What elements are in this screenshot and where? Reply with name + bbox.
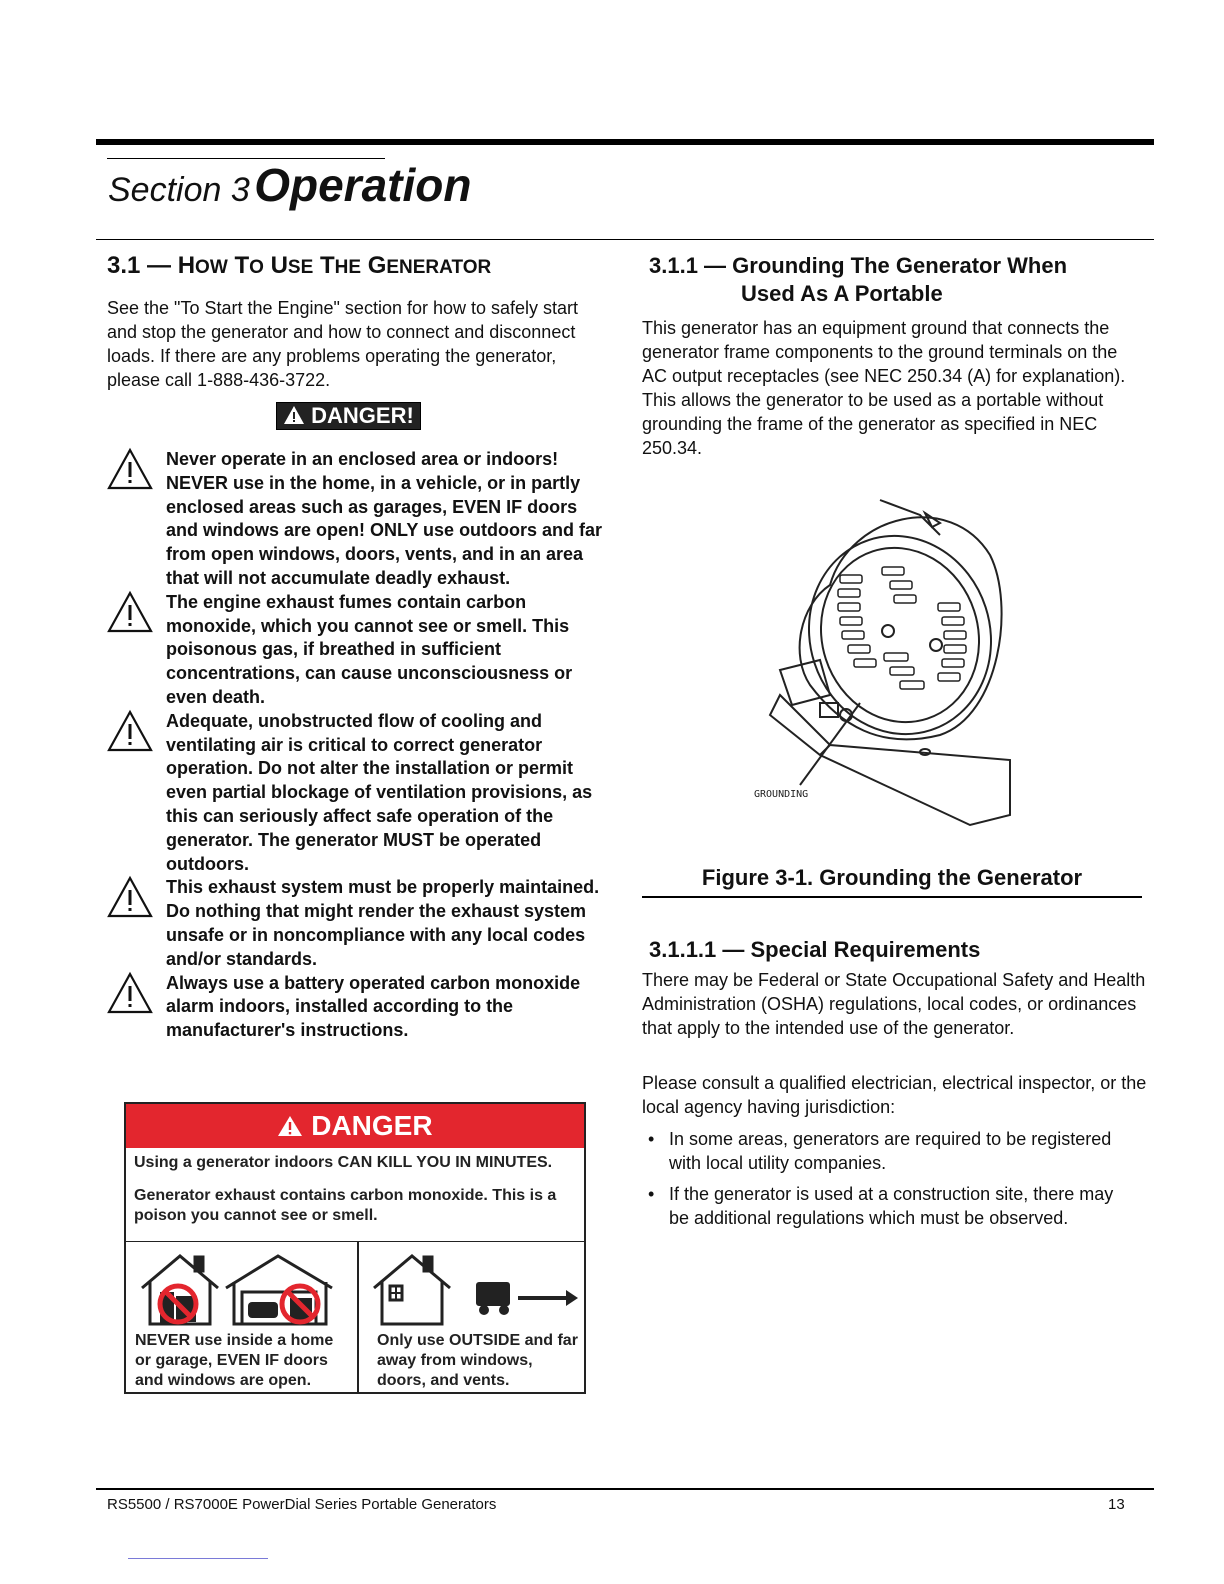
heading-3-1-1-1-text: 3.1.1.1 — Special Requirements: [649, 937, 981, 962]
warning-list: [107, 448, 612, 1043]
danger-caption-right: Only use OUTSIDE and far away from windows, doors, and vents.: [377, 1332, 578, 1389]
heading-3-1-1: [649, 252, 1149, 308]
word-rest: OW: [195, 257, 228, 278]
warning-triangle-icon: [277, 1110, 303, 1141]
warning-item: [107, 876, 612, 971]
word-rest: ENERATOR: [386, 257, 492, 278]
warning-triangle-icon: [107, 972, 153, 1021]
intro-paragraph: See the "To Start the Engine" section for how to safely start and stop the generator and how to connect and disconnect loads. If there are any problems operating the generator, please call 1-888-436-3722.: [107, 298, 579, 390]
special-req-paragraph-1: There may be Federal or State Occupational Safety and Health Administration (OSHA) regulations, local codes, or ordinances that apply to the intended use of the generator.: [642, 970, 1146, 1038]
heading-word: [368, 252, 492, 279]
danger-label: [124, 1102, 586, 1394]
bullet-item: • In some areas, generators are required to be registered with local utility companies.: [642, 1127, 1122, 1175]
left-column: [107, 252, 612, 392]
heading-word: [271, 252, 314, 279]
bullet-item: • If the generator is used at a construction site, there may be additional regulations which must be observed.: [642, 1182, 1122, 1230]
right-column: [649, 252, 1149, 308]
section-divider: [96, 239, 1154, 240]
heading-word: [178, 252, 228, 279]
grounding-label: GROUNDING: [754, 789, 809, 800]
warning-triangle-icon: [107, 710, 153, 759]
heading-3-1-1-line1: 3.1.1 — Grounding The Generator When: [649, 253, 1068, 278]
outdoor-use-pictogram: [372, 1252, 578, 1328]
warning-item: [107, 710, 612, 877]
warning-item: [107, 448, 612, 591]
footer-title: RS5500 / RS7000E PowerDial Series Portable Generators: [107, 1496, 497, 1513]
section-title: Operation: [254, 159, 472, 211]
warning-text: Always use a battery operated carbon monoxide alarm indoors, installed according to the manufacturer's instructions.: [166, 972, 581, 1041]
word-initial: T: [319, 252, 335, 279]
footer-rule: [96, 1488, 1154, 1490]
warning-triangle-icon: [107, 876, 153, 925]
heading-3-1-1-1: [649, 936, 980, 964]
section-heading: [108, 158, 471, 212]
heading-3-1: [107, 252, 612, 280]
danger-label-header: [126, 1104, 584, 1148]
heading-word: [234, 252, 263, 279]
danger-badge-text: DANGER!: [311, 403, 414, 428]
danger-caption-left: NEVER use inside a home or garage, EVEN IF doors and windows are open.: [135, 1332, 334, 1389]
warning-item: [107, 972, 612, 1043]
heading-3-1-number: 3.1 —: [107, 252, 178, 279]
warning-text: Adequate, unobstructed flow of cooling and ventilating air is critical to correct generator operation. Do not alter the installation or permit even partial blockage of ventilation provisions, as this can seriously affect safe operation of the generator. The generator MUST be operated outdoors.: [166, 710, 593, 874]
warning-triangle-icon: [107, 448, 153, 497]
word-rest: HE: [334, 257, 362, 278]
danger-label-vertical-divider: [357, 1241, 359, 1392]
danger-badge: [276, 402, 421, 430]
warning-item: [107, 591, 612, 710]
word-initial: U: [270, 252, 288, 279]
figure-caption: Figure 3-1. Grounding the Generator: [701, 865, 1083, 890]
figure-caption-rule: [642, 896, 1142, 898]
footer-link-line: [128, 1558, 268, 1559]
danger-label-divider: [126, 1241, 584, 1242]
page-number: 13: [1108, 1496, 1125, 1513]
word-rest: SE: [287, 257, 314, 278]
warning-text: This exhaust system must be properly maintained. Do nothing that might render the exhaust system unsafe or in noncompliance with any local codes and/or standards.: [166, 877, 600, 969]
word-initial: H: [177, 252, 196, 279]
grounding-figure: [754, 495, 1020, 835]
no-indoor-use-pictogram: [140, 1252, 340, 1328]
word-initial: G: [367, 252, 387, 279]
warning-text: Never operate in an enclosed area or indoors! NEVER use in the home, in a vehicle, or in partly enclosed areas such as garages, EVEN IF doors and windows are open! ONLY use outdoors and far from open windows, doors, vents, and in an area that will not accumulate deadly exhaust.: [166, 449, 603, 588]
danger-label-title: DANGER: [311, 1110, 433, 1141]
danger-label-line2: Generator exhaust contains carbon monoxide. This is a poison you cannot see or smell.: [134, 1187, 557, 1224]
danger-label-line1: Using a generator indoors CAN KILL YOU IN MINUTES.: [134, 1154, 553, 1171]
warning-text: The engine exhaust fumes contain carbon monoxide, which you cannot see or smell. This poisonous gas, if breathed in sufficient concentrations, can cause unconsciousness or even death.: [166, 591, 573, 707]
word-initial: T: [234, 252, 250, 279]
top-rule: [96, 139, 1154, 145]
special-req-bullets: [642, 1127, 1122, 1230]
word-rest: O: [249, 257, 264, 278]
heading-word: [320, 252, 361, 279]
warning-triangle-icon: [283, 405, 305, 431]
heading-3-1-1-line2: Used As A Portable: [741, 281, 943, 306]
section-prefix: Section 3: [108, 171, 250, 209]
warning-triangle-icon: [107, 591, 153, 640]
grounding-paragraph: This generator has an equipment ground that connects the generator frame components to the ground terminals on the AC output receptacles (see NEC 250.34 (A) for explanation). This allows the generator to be used as a portable without grounding the frame of the generator as specified in NEC 250.34.: [642, 318, 1126, 458]
special-req-paragraph-2: Please consult a qualified electrician, electrical inspector, or the local agency having jurisdiction:: [642, 1073, 1147, 1117]
